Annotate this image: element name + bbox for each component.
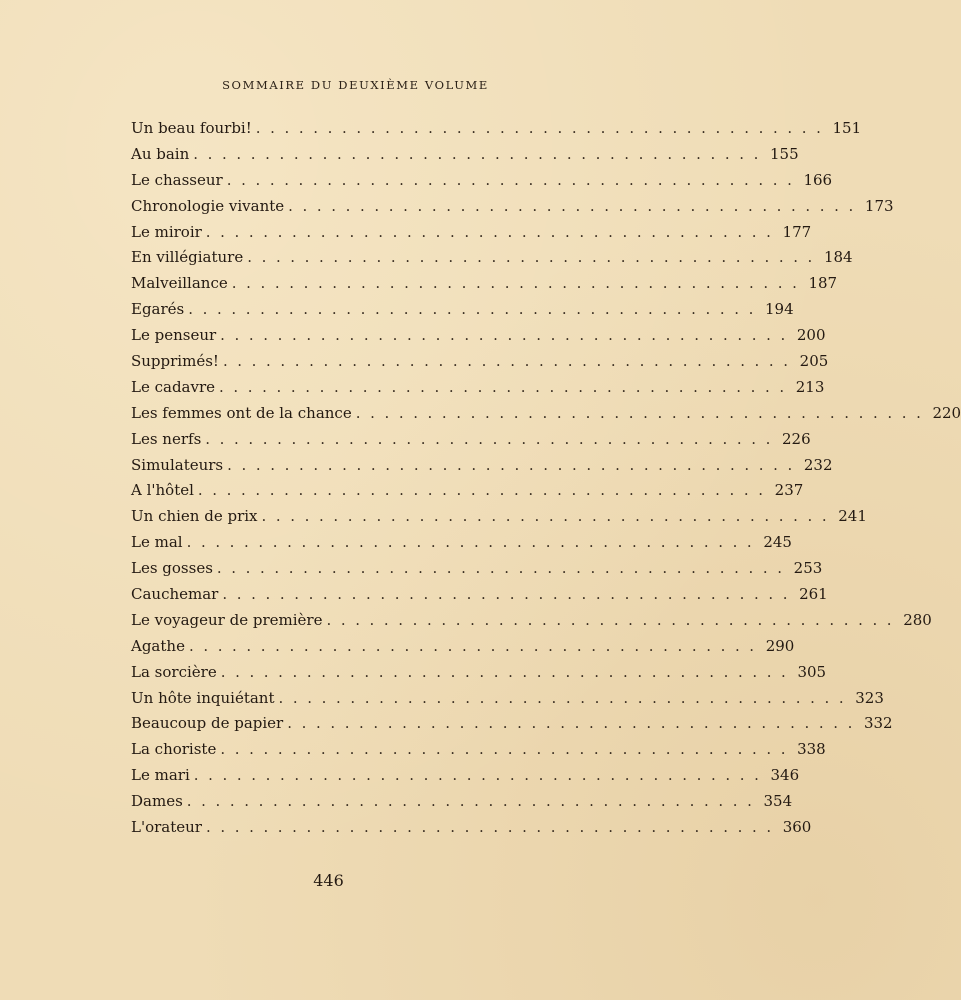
toc-entry	[131, 763, 800, 789]
toc-entry-page: 166	[803, 170, 833, 189]
toc-entry	[131, 530, 792, 556]
toc-entry-title: Un hôte inquiétant	[131, 688, 275, 707]
toc-entry-page: 205	[799, 352, 829, 371]
toc-entry-title: Simulateurs	[131, 455, 224, 474]
dot-leader: ........................................	[216, 559, 792, 578]
toc-entry	[131, 168, 833, 194]
toc-entry-page: 220	[932, 403, 961, 422]
toc-entry-page: 173	[864, 196, 894, 215]
toc-entry	[131, 349, 829, 375]
toc-entry	[131, 220, 812, 246]
toc-entry-title: Le penseur	[131, 326, 217, 345]
toc-entry-title: Le miroir	[131, 222, 202, 241]
toc-entry-page: 177	[782, 222, 812, 241]
table-of-contents	[131, 116, 961, 841]
toc-entry-title: En villégiature	[131, 248, 244, 267]
toc-entry-title: Egarés	[131, 300, 185, 319]
dot-leader: ........................................	[193, 766, 769, 785]
toc-entry-page: 245	[763, 533, 792, 552]
toc-entry-title: A l'hôtel	[131, 481, 194, 500]
toc-entry-page: 305	[797, 662, 827, 681]
toc-entry	[131, 401, 961, 427]
toc-entry-title: Le cadavre	[131, 377, 216, 396]
toc-entry-title: Les nerfs	[131, 429, 202, 448]
dot-leader: ........................................	[226, 170, 802, 189]
page-number: 446	[313, 871, 344, 890]
dot-leader: ........................................	[220, 662, 796, 681]
toc-entry	[131, 375, 825, 401]
toc-entry-page: 346	[770, 766, 800, 785]
toc-entry	[131, 634, 795, 660]
dot-leader: ........................................	[247, 248, 822, 267]
toc-entry	[131, 323, 826, 349]
toc-entry-page: 200	[796, 326, 826, 345]
toc-entry	[131, 789, 793, 815]
toc-entry-title: Au bain	[131, 144, 190, 163]
dot-leader: ........................................	[255, 119, 831, 137]
toc-entry	[131, 608, 932, 634]
toc-entry-title: La choriste	[131, 740, 217, 759]
toc-entry	[131, 245, 853, 271]
dot-leader: ........................................	[186, 533, 762, 552]
toc-entry-page: 338	[797, 740, 826, 759]
dot-leader: ........................................	[326, 610, 902, 629]
toc-entry-page: 354	[763, 792, 793, 811]
toc-entry-page: 232	[803, 455, 833, 474]
toc-entry	[131, 297, 794, 323]
toc-entry-page: 332	[863, 714, 893, 733]
toc-entry-page: 323	[855, 688, 884, 707]
toc-entry-page: 155	[770, 144, 799, 163]
toc-entry-title: Le mal	[131, 533, 183, 552]
dot-leader: ........................................	[205, 818, 781, 837]
toc-entry	[131, 556, 823, 582]
dot-leader: ........................................	[227, 455, 802, 474]
dot-leader: ........................................	[220, 326, 795, 345]
toc-entry	[131, 478, 804, 504]
toc-entry-title: Un chien de prix	[131, 507, 258, 526]
toc-entry-page: 151	[832, 119, 862, 137]
running-head: SOMMAIRE DU DEUXIÈME VOLUME	[222, 78, 489, 92]
toc-entry	[131, 737, 826, 763]
toc-entry-title: Les femmes ont de la chance	[131, 403, 352, 422]
toc-entry-title: Le voyageur de première	[131, 610, 323, 629]
dot-leader: ........................................	[219, 377, 794, 396]
dot-leader: ........................................	[261, 507, 837, 526]
toc-entry-page: 226	[782, 429, 811, 448]
toc-entry-title: Le chasseur	[131, 170, 223, 189]
toc-entry	[131, 116, 862, 142]
toc-entry-title: Beaucoup de papier	[131, 714, 284, 733]
toc-entry	[131, 142, 799, 168]
toc-entry	[131, 453, 833, 479]
dot-leader: ........................................	[278, 688, 854, 707]
toc-entry-title: Chronologie vivante	[131, 196, 285, 215]
toc-entry-title: Agathe	[131, 636, 185, 655]
toc-entry-title: Cauchemar	[131, 585, 219, 604]
dot-leader: ........................................	[186, 792, 762, 811]
dot-leader: ........................................	[231, 274, 807, 293]
dot-leader: ........................................	[205, 429, 780, 448]
toc-entry	[131, 194, 894, 220]
dot-leader: ........................................	[205, 222, 781, 241]
toc-entry-title: Le mari	[131, 766, 190, 785]
toc-entry-page: 187	[808, 274, 838, 293]
toc-entry-title: Les gosses	[131, 559, 213, 578]
toc-entry-page: 253	[793, 559, 823, 578]
dot-leader: ........................................	[188, 636, 764, 655]
toc-entry-page: 241	[838, 507, 867, 526]
toc-entry-page: 261	[799, 585, 828, 604]
dot-leader: ........................................	[197, 481, 773, 500]
dot-leader: ........................................	[355, 403, 931, 422]
toc-entry-page: 194	[764, 300, 794, 319]
toc-entry-title: Un beau fourbi!	[131, 119, 252, 137]
dot-leader: ........................................	[222, 585, 798, 604]
dot-leader: ........................................	[220, 740, 796, 759]
toc-entry	[131, 427, 811, 453]
toc-entry	[131, 271, 838, 297]
dot-leader: ........................................	[288, 196, 863, 215]
toc-entry	[131, 686, 884, 712]
toc-entry-title: L'orateur	[131, 818, 202, 837]
toc-entry	[131, 711, 893, 737]
toc-entry-title: Malveillance	[131, 274, 228, 293]
toc-entry-page: 184	[823, 248, 853, 267]
toc-entry-page: 213	[795, 377, 825, 396]
toc-entry	[131, 582, 828, 608]
toc-entry	[131, 504, 867, 530]
toc-entry-page: 360	[782, 818, 812, 837]
dot-leader: ........................................	[287, 714, 862, 733]
dot-leader: ........................................	[188, 300, 763, 319]
toc-entry-title: La sorcière	[131, 662, 217, 681]
toc-entry	[131, 815, 812, 841]
toc-entry	[131, 660, 827, 686]
toc-entry-page: 280	[903, 610, 932, 629]
dot-leader: ........................................	[193, 144, 768, 163]
toc-entry-page: 237	[774, 481, 804, 500]
toc-entry-page: 290	[765, 636, 795, 655]
toc-entry-title: Supprimés!	[131, 352, 219, 371]
dot-leader: ........................................	[222, 352, 798, 371]
toc-entry-title: Dames	[131, 792, 183, 811]
